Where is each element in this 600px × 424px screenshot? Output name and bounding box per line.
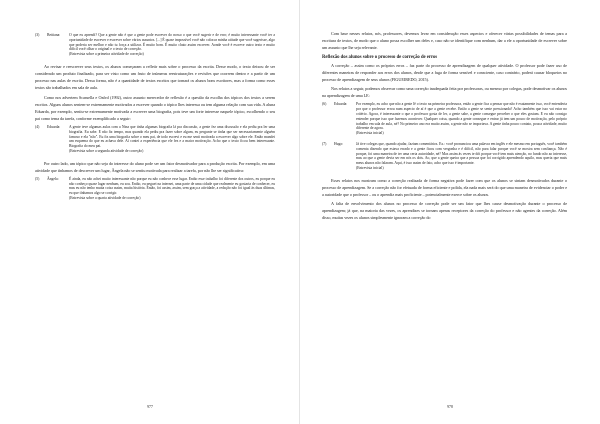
page-number: 977 <box>147 405 153 409</box>
quote-speaker: Hugo: <box>334 142 344 147</box>
quote-number: (7) <box>322 142 327 147</box>
quote-body: É ainda, eu não achei muito interessante não porque eu não conhece esse lugar. Então esse trabalho foi diferente dos outros, eu porque eu não conheço quase lugar nenhum, eu sou. Então, eu peguei na internet, uma parte de uma cidade que realmente eu gostaria de conhecer, eu mas eu não tenho muita coisa assim, muita história. Então, foi assim, assim, sem graça a atividade, a redação não foi igual às duas últimas, eu que tínhamos algo se corrigir. <box>69 176 275 196</box>
quote-text <box>69 177 275 201</box>
quote-text <box>69 125 275 154</box>
quote-source: (Entrevista sobre a primeira atividade de correção) <box>69 52 144 57</box>
right-page <box>300 0 600 424</box>
quote-angela <box>35 177 275 201</box>
page-number: 978 <box>447 405 453 409</box>
quote-text <box>69 33 275 57</box>
quote-speaker: Bettiana: <box>47 33 61 37</box>
quote-number: (6) <box>322 102 327 107</box>
quote-speaker: Ângela: <box>47 176 59 181</box>
quote-body: O que eu aprendi? Que a gente não é que a gente pode escrever do nosso o que você sugerir e de erro; é muito interessante você ter a oportunidade de escrever e escrever sobre vários assuntos. [...] É quase impossível você não colocar minha atitude que você sugerisse, algo que poderia ser melhor e não tu força a utilizar. É muito bom. É muito chato assim escrever. Aonde você é escreve outro texto e muito difícil você olhar o original e o texto de correção. <box>69 33 275 52</box>
body-paragraph: Ao revisar e reescrever seus textos, os alunos começaram a refletir mais sobre o processo da escrita. Desse modo, o texto deixou de ser considerado um produto finalizado, para ser visto como um fruto de inúmeras reestruturações e revisões que ocorrem dentro e a partir de um processo nas aulas de escrita. Dessa forma, não é a quantidade de textos escritos que tornará os alunos bons escritores, mas a forma como esses textos são trabalhados em sala de aula. <box>35 63 275 91</box>
quote-body: Por exemplo, eu acho que não a gente lê o texto na primeira professora, então a gente fica a pensar que não é exatamente isso, você entenderia por que o professor errou num aspecto de aí é que a gente recebe. Então a gente se sente pressionada? Acho também que isso vai estar no critério. Agora, é interessante o que o professor gosta de ler, a gente sabe, a gente consegue perceber o que eles gostam. E eu não consigo entender porque isso que fazemos acontecer. Qualquer coisa, quando a gente consegue e entrar já tem um pouco de motivação, pelo próprio trabalho em sala de aula, né? No primeiro ano era muito assim, a gente não se importava. A gente tinha pouco contato, pouca atividade, muito diferente de agora. <box>356 102 567 131</box>
quote-eduarda <box>35 125 275 154</box>
left-page-column <box>35 30 275 207</box>
quote-source: (Entrevista inicial) <box>356 166 384 170</box>
body-paragraph: Nos relatos a seguir, podemos observar como uma correção inadequada feita por professoras, ou mesmo por colegas, pode desmotivar os alunos na aprendizagem de uma LE: <box>322 86 567 99</box>
quote-number: (4) <box>35 124 40 129</box>
quote-number: (3) <box>35 33 40 37</box>
quote-body: A gente teve algumas aulas com a Nina que tinha algumas biografia lá pra discussão, a gente fez uma discussão e ela pediu pra ler uma biografia. Eu sabe. E não fiz tempo, mas quando ela pediu pra fazer sobre algum, eu pergunte se tinha que ser necessariamente alguém famoso e ela "não". Eu fiz uma biografia sobre o meu pai, de todo escrevi e eu me senti motivada a escrever algo sobre ele. Então mandei um esquema do que eu achava dele. Aí contei a experiência que ele fez e a maior motivação. Acho que o texto ficou bem interessante. Biografia do meu pai. <box>69 124 275 149</box>
section-heading: Reflexão dos alunos sobre o processo de correção de erros <box>322 55 438 61</box>
right-page-column <box>322 30 567 224</box>
body-paragraph: A falta de envolvimento dos alunos no processo de correção pode ser um fator que lhes cause desmotivação durante o processo de aprendizagem; já que, na maioria das vezes, os aprendizes se tornam apenas receptores da correção do professor e não agentes da correção. Além disso, muitas vezes os alunos simplesmente ignoram a correção do <box>322 201 567 221</box>
quote-bettiana <box>35 33 275 57</box>
quote-eduarda-2 <box>322 102 567 136</box>
body-paragraph: A correção – assim como os próprios erros – faz parte do processo de aprendizagem de qualquer atividade. O professor pode fazer uso de diferentes maneiras de responder aos erros dos alunos, desde que a fuga de forma sensível e consciente, caso contrário, poderá causar bloqueios no processo de aprendizagem de seus alunos (FIGUEIREDO, 2015). <box>322 62 567 82</box>
body-paragraph: Esses relatos nos mostram como a correção realizada de forma negativa pode fazer com que os alunos se sintam desmotivados durante o processo de aprendizagem. Se a correção não for efetuada de forma eficiente e polida, ela nada mais será do que uma maneira de evidenciar o poder e a autoridade que o professor – ou o aprendiz mais proficiente – potencialmente exerce sobre os alunos. <box>322 177 567 197</box>
body-paragraph: Por outro lado, um tópico que não seja do interesse do aluno pode ser um fator desmotivador para a produção escrita. Por exemplo, em uma atividade que tínhamos de descrever um lugar, Ângela não se sentiu motivada para realizar a tarefa, por não lhe ser significativa: <box>35 160 275 173</box>
quote-speaker: Eduarda: <box>47 124 61 129</box>
body-paragraph: Com base nesses relatos, nós, professores, devemos levar em consideração esses aspectos e oferecer várias possibilidades de temas para a escritura de textos, de modo que o aluno possa escolher um deles e, caso não se identifique com nenhum, dar a ele a oportunidade de escrever sobre um assunto que lhe seja relevante. <box>322 31 567 51</box>
body-paragraph: Como nos advertem Scaruella e Ozôrd (1992), outro assunto merecedor de reflexão é a questão da escolha dos tópicos dos textos a serem escritos. Alguns alunos sentem-se extremamente motivados a escrever quando o tópico lhes interessa ou tem alguma relação com sua vida. A aluna Eduarda, por exemplo, sentiu-se extremamente motivada a escrever uma biografia, pois teve um forte interesse naquele tópico, escolhendo o seu pai como tema da tarefa, conforme exemplificado a seguir: <box>35 94 275 121</box>
quote-hugo <box>322 142 567 171</box>
quote-source: (Entrevista sobre a segunda atividade de correção) <box>69 148 144 153</box>
quote-body: Já tive colegas que, quando ajudar, faziam comentários. Ex.: você pronunciou uma palavra em inglês e ele mesmo em português, você também comenta dizendo que estava errado e a gente ficou com vergonha e é difícil, não para falar porque você se mostra sem confiança. Não é porque, foi uma maneira de ter uma certa autoridade, né? Mas assim às vezes te dói porque você tem mais atenção, no fundo não ao interesse, mas ao que a gente devia ser em nós os dois. Ao, que a gente queira que a pessoa que foi corrigido aprendendo aquilo, mas queria que mais meus alunos não falaram. Aqui, é isso assim de fato, acho que isso é importante. <box>356 142 567 166</box>
quote-speaker: Eduarda: <box>334 102 348 107</box>
quote-text <box>356 142 567 171</box>
quote-source: (Entrevista sobre a quarta atividade de correção) <box>69 196 141 201</box>
quote-number: (5) <box>35 176 40 181</box>
quote-text <box>356 102 567 136</box>
quote-source: (Entrevista inicial) <box>356 131 384 136</box>
